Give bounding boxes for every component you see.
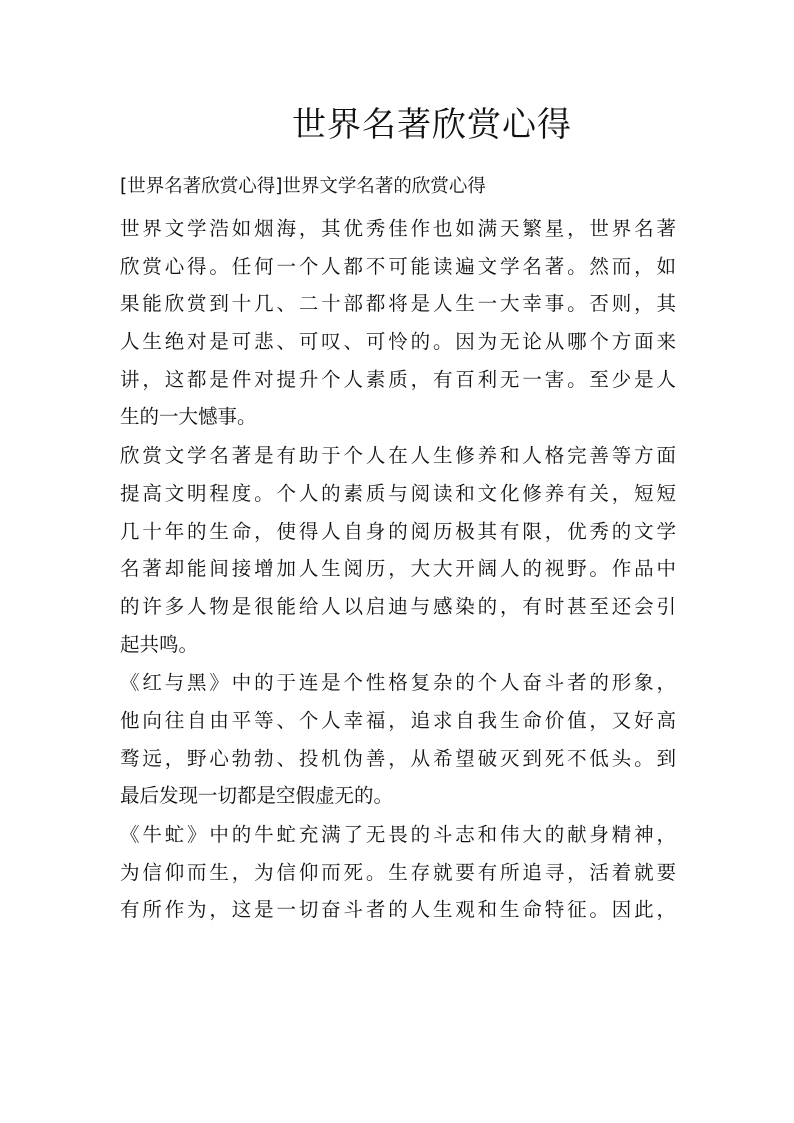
document-subtitle: [世界名著欣赏心得]世界文学名著的欣赏心得: [120, 176, 486, 197]
paragraph-line: 果能欣赏到十几、二十部都将是人生一大幸事。否则，其: [120, 292, 676, 316]
document-body: [120, 172, 676, 930]
paragraph-4: [120, 816, 676, 929]
paragraph-line: 骛远，野心勃勃、投机伪善，从希望破灭到死不低头。到: [120, 746, 676, 770]
paragraph-line: 最后发现一切都是空假虚无的。: [120, 784, 394, 808]
paragraph-line: 有所作为，这是一切奋斗者的人生观和生命特征。因此，: [120, 898, 676, 922]
paragraph-2: [120, 437, 676, 663]
paragraph-line: 起共鸣。: [120, 632, 199, 656]
paragraph-3: [120, 664, 676, 815]
paragraph-line: 讲，这都是件对提升个人素质，有百利无一害。至少是人: [120, 367, 676, 391]
paragraph-line: 生的一大憾事。: [120, 405, 257, 429]
paragraph-line: 欣赏文学名著是有助于个人在人生修养和人格完善等方面: [120, 444, 676, 468]
paragraph-1: [120, 210, 676, 436]
paragraph-line: 欣赏心得。任何一个人都不可能读遍文学名著。然而，如: [120, 254, 676, 278]
paragraph-line: 提高文明程度。个人的素质与阅读和文化修养有关，短短: [120, 481, 676, 505]
document-title: 世界名著欣赏心得: [292, 105, 572, 145]
paragraph-line: 的许多人物是很能给人以启迪与感染的，有时甚至还会引: [120, 594, 676, 618]
paragraph-line: 为信仰而生，为信仰而死。生存就要有所追寻，活着就要: [120, 860, 676, 884]
paragraph-line: 他向往自由平等、个人幸福，追求自我生命价值，又好高: [120, 708, 676, 732]
paragraph-line: 《红与黑》中的于连是个性格复杂的个人奋斗者的形象，: [120, 671, 676, 695]
paragraph-line: 人生绝对是可悲、可叹、可怜的。因为无论从哪个方面来: [120, 330, 676, 354]
paragraph-line: 名著却能间接增加人生阅历，大大开阔人的视野。作品中: [120, 557, 676, 581]
paragraph-line: 几十年的生命，使得人自身的阅历极其有限，优秀的文学: [120, 519, 676, 543]
paragraph-line: 《牛虻》中的牛虻充满了无畏的斗志和伟大的献身精神，: [120, 823, 676, 846]
paragraph-line: 世界文学浩如烟海，其优秀佳作也如满天繁星，世界名著: [120, 217, 676, 240]
